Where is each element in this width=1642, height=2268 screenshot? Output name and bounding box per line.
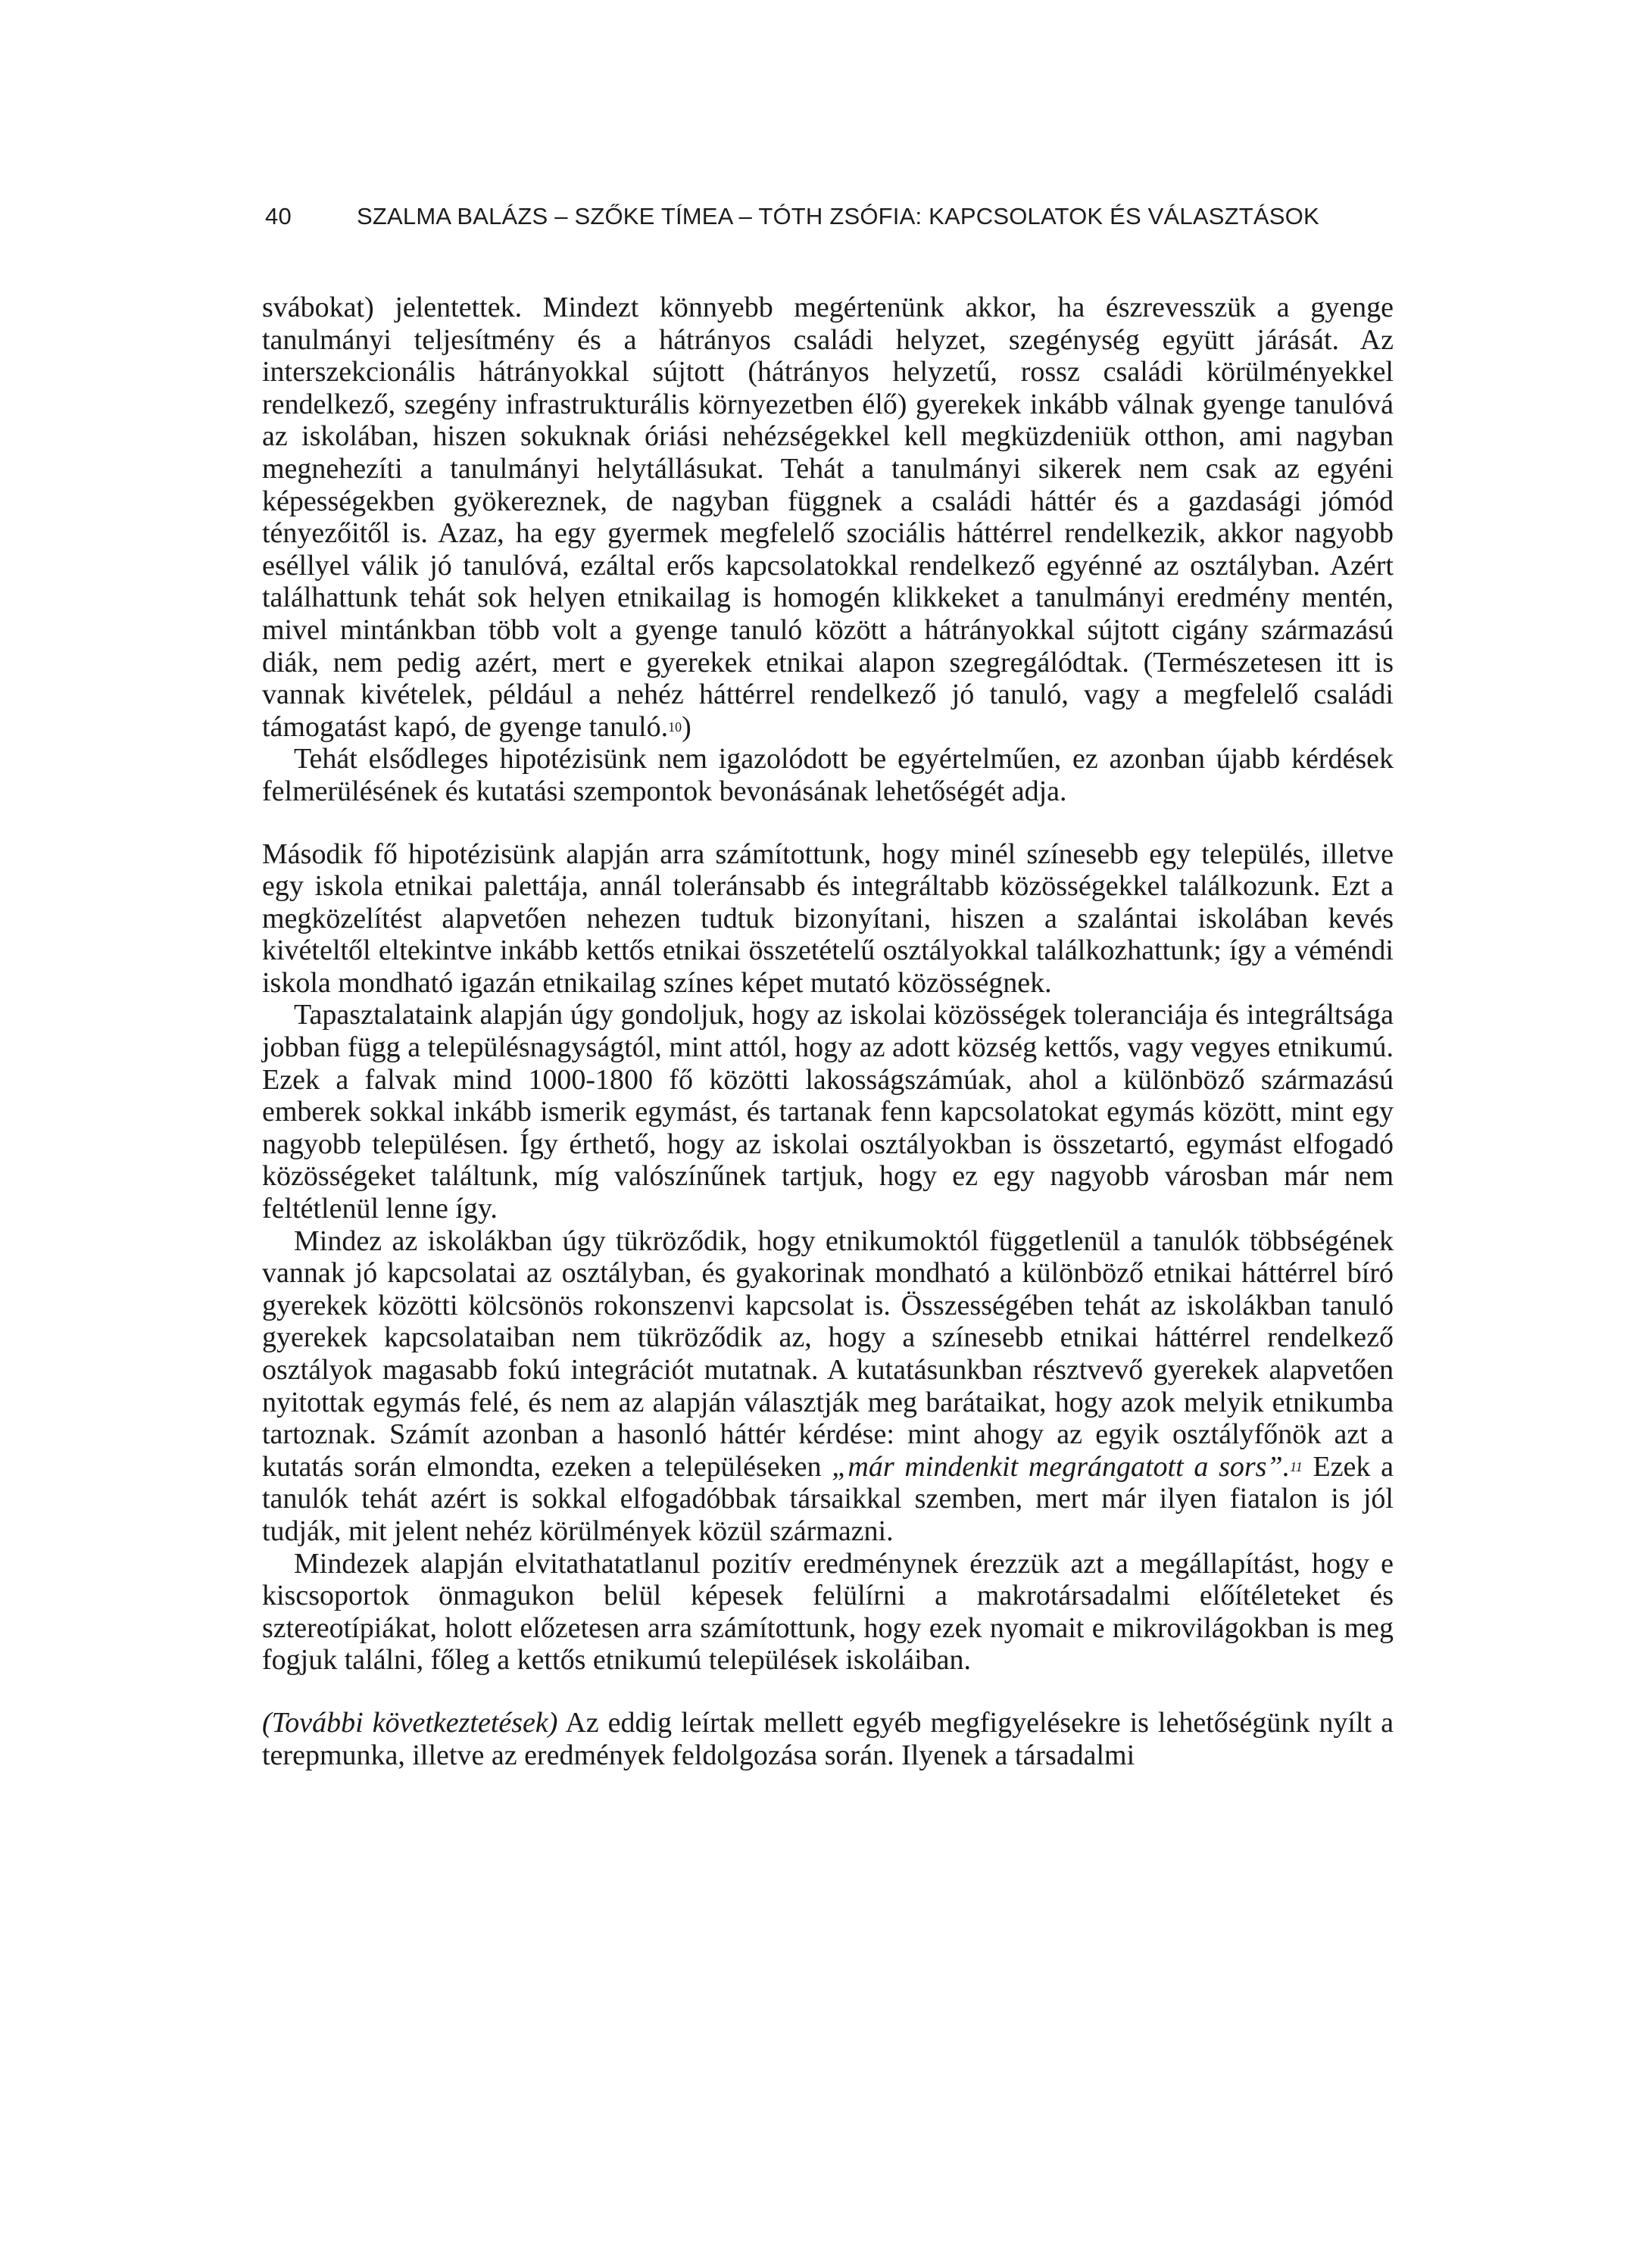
running-title: SZALMA BALÁZS – SZŐKE TÍMEA – TÓTH ZSÓFIA: KAPCSOLATOK ÉS VÁLASZTÁSOK: [357, 203, 1319, 229]
paragraph-1-text: svábokat) jelentettek. Mindezt könnyebb megértenünk akkor, ha észrevesszük a gyenge tanulmányi teljesítmény és a hátrányos családi helyzet, szegénység együtt járását. Az interszekcionális hátrányokkal sújtott (hátrányos helyzetű, rossz családi körülményekkel rendelkező, szegény infrastrukturális környezetben élő) gyerekek inkább válnak gyenge tanulóvá az iskolában, hiszen sokuknak óriási nehézségekkel kell megküzdeniük otthon, ami nagyban megnehezíti a tanulmányi helytállásukat. Tehát a tanulmányi sikerek nem csak az egyéni képességekben gyökereznek, de nagyban függnek a családi háttér és a gazdasági jómód tényezőitől is. Azaz, ha egy gyermek megfelelő szociális háttérrel rendelkezik, akkor nagyobb eséllyel válik jó tanulóvá, ezáltal erős kapcsolatokkal rendelkező egyénné az osztályban. Azért találhattunk tehát sok helyen etnikailag is homogén klikkeket a tanulmányi eredmény mentén, mivel mintánkban több volt a gyenge tanuló között a hátrányokkal sújtott cigány származású diák, nem pedig azért, mert e gyerekek etnikai alapon szegregálódtak. (Természetesen itt is vannak kivételek, például a nehéz háttérrel rendelkező jó tanuló, vagy a megfelelő családi támogatást kapó, de gyenge tanuló.: [262, 292, 1394, 743]
footnote-ref-11[interactable]: 11: [1290, 1458, 1303, 1474]
paragraph-5-quote: „már mindenkit megrángatott a sors”.: [832, 1450, 1291, 1483]
body-text: [262, 292, 1394, 1771]
footnote-ref-10[interactable]: 10: [668, 719, 682, 735]
paragraph-1: [262, 292, 1394, 743]
paragraph-6: Mindezek alapján elvitathatatlanul pozitív eredménynek érezzük azt a megállapítást, hogy e kiscsoportok önmagukon belül képesek felülírni a makrotársadalmi előítéleteket és sztereotípiákat, holott előzetesen arra számítottunk, hogy ezek nyomait e mikrovilágokban is meg fogjuk találni, főleg a kettős etnikumú települések iskoláiban.: [262, 1547, 1394, 1677]
page-number: 40: [265, 203, 292, 229]
paragraph-3: Második fő hipotézisünk alapján arra számítottunk, hogy minél színesebb egy település, illetve egy iskola etnikai palettája, annál toleránsabb és integráltabb közösségekkel találkozunk. Ezt a megközelítést alapvetően nehezen tudtuk bizonyítani, hiszen a szalántai iskolában kevés kivételtől eltekintve inkább kettős etnikai összetételű osztályokkal találkozhattunk; így a véméndi iskola mondható igazán etnikailag színes képet mutató közösségnek.: [262, 838, 1394, 999]
paragraph-5: [262, 1225, 1394, 1548]
paragraph-2: Tehát elsődleges hipotézisünk nem igazolódott be egyértelműen, ez azonban újabb kérdések felmerülésének és kutatási szempontok bevonásának lehetőségét adja.: [262, 743, 1394, 807]
paragraph-5-text-after: Ezek a tanulók tehát azért is sokkal elfogadóbbak társaikkal szemben, mert már ilyen fiatalon is jól tudják, mit jelent nehéz körülmények közül származni.: [262, 1450, 1394, 1547]
paragraph-4: Tapasztalataink alapján úgy gondoljuk, hogy az iskolai közösségek toleranciája és integráltsága jobban függ a településnagyságtól, mint attól, hogy az adott község kettős, vagy vegyes etnikumú. Ezek a falvak mind 1000-1800 fő közötti lakosságszámúak, ahol a különböző származású emberek sokkal inkább ismerik egymást, és tartanak fenn kapcsolatokat egymás között, mint egy nagyobb településen. Így érthető, hogy az iskolai osztályokban is összetartó, egymást elfogadó közösségeket találtunk, míg valószínűnek tartjuk, hogy ez egy nagyobb városban már nem feltétlenül lenne így.: [262, 999, 1394, 1225]
paragraph-7: [262, 1707, 1394, 1771]
paragraph-7-text: Az eddig leírtak mellett egyéb megfigyelésekre is lehetőségünk nyílt a terepmunka, illetve az eredmények feldolgozása során. Ilyenek a társadalmi: [262, 1706, 1394, 1771]
running-header: [265, 203, 1388, 236]
paragraph-5-text-before: Mindez az iskolákban úgy tükröződik, hogy etnikumoktól függetlenül a tanulók többségének vannak jó kapcsolatai az osztályban, és gyakorinak mondható a különböző etnikai háttérrel bíró gyerekek közötti kölcsönös rokonszenvi kapcsolat is. Összességében tehát az iskolákban tanuló gyerekek kapcsolataiban nem tükröződik az, hogy a színesebb etnikai háttérrel rendelkező osztályok magasabb fokú integrációt mutatnak. A kutatásunkban résztvevő gyerekek alapvetően nyitottak egymás felé, és nem az alapján választják meg barátaikat, hogy azok melyik etnikumba tartoznak. Számít azonban a hasonló háttér kérdése: mint ahogy az egyik osztályfőnök azt a kutatás során elmondta, ezeken a településeken: [262, 1224, 1394, 1483]
section-run-in-heading: (További következtetések): [262, 1706, 558, 1739]
paragraph-1-tail: ): [682, 710, 691, 743]
